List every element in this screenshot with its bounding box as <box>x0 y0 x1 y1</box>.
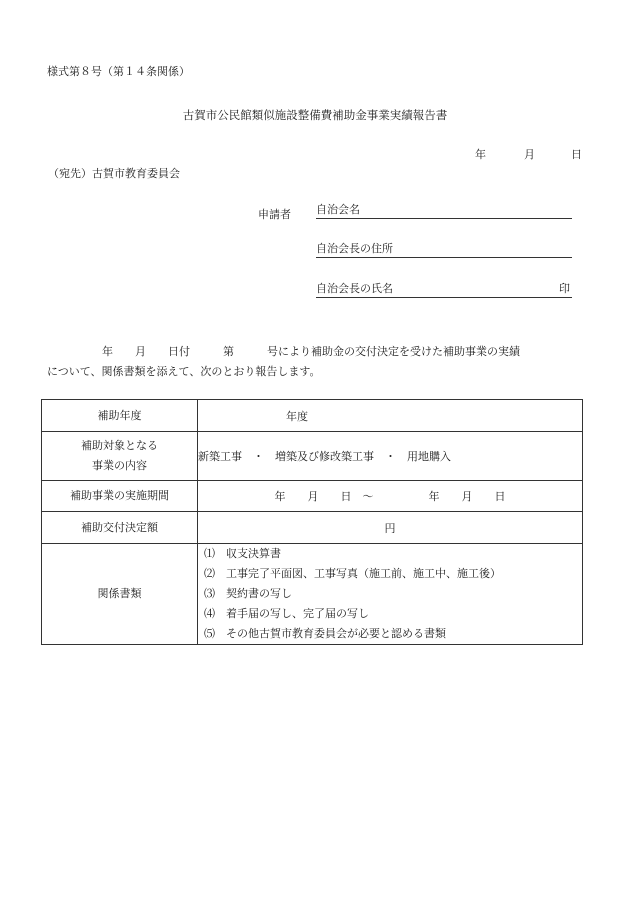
project-content-cell[interactable]: 新築工事 ・ 増築及び修改築工事 ・ 用地購入 <box>198 432 583 481</box>
list-item <box>204 584 582 604</box>
row-label: 関係書類 <box>42 544 198 645</box>
table-row <box>42 481 583 512</box>
neighborhood-association-name-field[interactable] <box>316 203 572 219</box>
row-label: 補助年度 <box>42 400 198 432</box>
related-documents-cell <box>198 544 583 645</box>
form-number: 様式第８号（第１４条関係） <box>47 65 190 78</box>
body-line-1: 年 月 日付 第 号により補助金の交付決定を受けた補助事業の実績 <box>47 345 520 358</box>
grant-amount-cell[interactable]: 円 <box>198 512 583 544</box>
applicant-label: 申請者 <box>258 208 291 221</box>
implementation-period-cell[interactable]: 年 月 日 ～ 年 月 日 <box>198 481 583 512</box>
row-label-line: 補助対象となる <box>81 439 158 452</box>
row-label-line: 事業の内容 <box>92 459 147 472</box>
list-item <box>204 604 582 624</box>
item-text: 契約書の写し <box>226 587 292 600</box>
table-row <box>42 432 583 481</box>
list-item <box>204 624 582 644</box>
addressee: （宛先）古賀市教育委員会 <box>48 167 180 180</box>
list-item <box>204 564 582 584</box>
date-day-label: 日 <box>571 148 582 161</box>
row-label: 補助交付決定額 <box>42 512 198 544</box>
row-label: 補助事業の実施期間 <box>42 481 198 512</box>
seal-mark: 印 <box>559 282 570 295</box>
list-item <box>204 544 582 564</box>
report-table <box>41 399 583 645</box>
item-text: 収支決算書 <box>226 547 281 560</box>
item-text: 着手届の写し、完了届の写し <box>226 607 369 620</box>
body-paragraph <box>47 342 587 382</box>
table-row <box>42 512 583 544</box>
field-label: 自治会長の住所 <box>316 242 393 255</box>
item-number: ⑴ <box>204 547 215 560</box>
row-label <box>42 432 198 481</box>
association-head-name-field[interactable] <box>316 282 572 298</box>
item-number: ⑸ <box>204 627 215 640</box>
body-line-2: について、関係書類を添えて、次のとおり報告します。 <box>47 365 321 378</box>
subsidy-year-cell[interactable]: 年度 <box>198 400 583 432</box>
field-label: 自治会長の氏名 <box>316 282 393 295</box>
item-number: ⑷ <box>204 607 215 620</box>
item-number: ⑶ <box>204 587 215 600</box>
field-label: 自治会名 <box>316 203 360 216</box>
table-row <box>42 400 583 432</box>
date-month-label: 月 <box>524 148 535 161</box>
item-text: 工事完了平面図、工事写真（施工前、施工中、施工後） <box>226 567 501 580</box>
documents-list <box>198 544 582 644</box>
item-number: ⑵ <box>204 567 215 580</box>
association-head-address-field[interactable] <box>316 242 572 258</box>
item-text: その他古賀市教育委員会が必要と認める書類 <box>226 627 446 640</box>
page-title: 古賀市公民館類似施設整備費補助金事業実績報告書 <box>182 108 448 122</box>
date-year-label: 年 <box>475 148 486 161</box>
table-row <box>42 544 583 645</box>
